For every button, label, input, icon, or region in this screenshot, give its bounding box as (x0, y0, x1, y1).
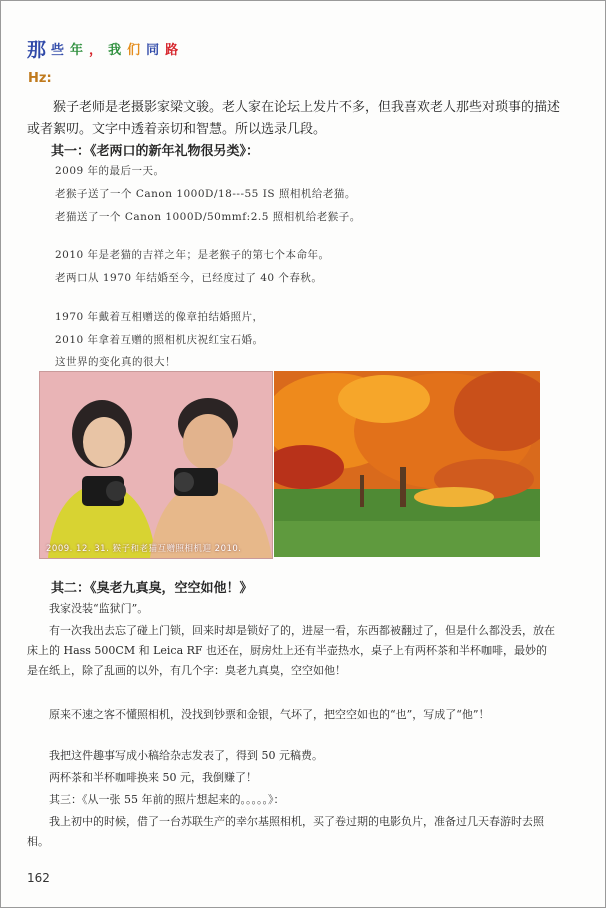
section1-line: 2010 年是老猫的吉祥之年；是老猴子的第七个本命年。 (55, 249, 330, 261)
header-logo: 那 (27, 38, 46, 61)
photo-caption: 2009. 12. 31. 猴子和老猫互赠照相机迎 2010. (46, 544, 242, 554)
autumn-tree-illustration (274, 371, 540, 557)
section1-title: 其一：《老两口的新年礼物很另类》： (51, 144, 260, 159)
section1-line: 这世界的变化真的很大！ (55, 356, 176, 368)
section1-line: 老猴子送了一个 Canon 1000D/18---55 IS 照相机给老猫。 (55, 188, 356, 200)
couple-photo-illustration (40, 372, 272, 558)
section1-line: 2009 年的最后一天。 (55, 165, 165, 177)
page-number: 162 (27, 871, 50, 885)
header-title-char: ， (89, 42, 104, 58)
header-title-char: 些 (51, 42, 66, 58)
couple-photo (39, 371, 273, 559)
section2-paragraph: 原来不速之客不懂照相机，没找到钞票和金银，气坏了，把空空如也的“也”，写成了“他”！ (49, 708, 490, 721)
section1-line: 老两口从 1970 年结婚至今，已经度过了 40 个春秋。 (55, 272, 323, 284)
section2-paragraph: 其三：《从一张 55 年前的照片想起来的。。。。。》： (49, 793, 285, 806)
header-title (51, 39, 179, 58)
section2-paragraph: 我把这件趣事写成小稿给杂志发表了，得到 50 元稿费。 (49, 749, 323, 762)
section1-line: 1970 年戴着互相赠送的像章拍结婚照片， (55, 311, 264, 323)
intro-paragraph: 猴子老师是老摄影家梁文骏。老人家在论坛上发片不多，但我喜欢老人那些对琐事的描述或者絮叨。文字中透着亲切和智慧。所以选录几段。 (27, 100, 561, 137)
page-header (27, 35, 179, 61)
hz-label: Hz: (28, 71, 52, 86)
section2-paragraph: 我家没装“监狱门”。 (49, 602, 149, 615)
header-title-char: 同 (146, 42, 161, 58)
section1-line: 2010 年拿着互赠的照相机庆祝红宝石婚。 (55, 334, 264, 346)
section1-line: 老猫送了一个 Canon 1000D/50mmf:2.5 照相机给老猴子。 (55, 211, 361, 223)
section2-paragraph: 我上初中的时候，借了一台苏联生产的幸尔基照相机，买了卷过期的电影负片，准备过几天春游时去照相。 (27, 815, 544, 848)
autumn-tree-photo (274, 371, 540, 557)
section2-paragraph: 两杯茶和半杯咖啡换来 50 元，我倒赚了！ (49, 771, 257, 784)
section2-paragraph: 有一次我出去忘了碰上门锁，回来时却是锁好了的，进屋一看，东西都被翻过了，但是什么都没丢，放在床上的 Hass 500CM 和 Leica RF 也还在，厨房灶上还有半壶热水，桌子上有两杯茶和半杯咖啡，最妙的是在纸上，除了乱画的以外，有几个字：臭老九真臭，空空如他！ (27, 624, 555, 677)
header-title-char: 年 (70, 42, 85, 58)
header-title-char: 我 (108, 42, 123, 58)
header-title-char: 路 (165, 42, 180, 58)
header-title-char: 们 (127, 42, 142, 58)
section2-title: 其二：《臭老九真臭，空空如他！》 (51, 581, 253, 596)
